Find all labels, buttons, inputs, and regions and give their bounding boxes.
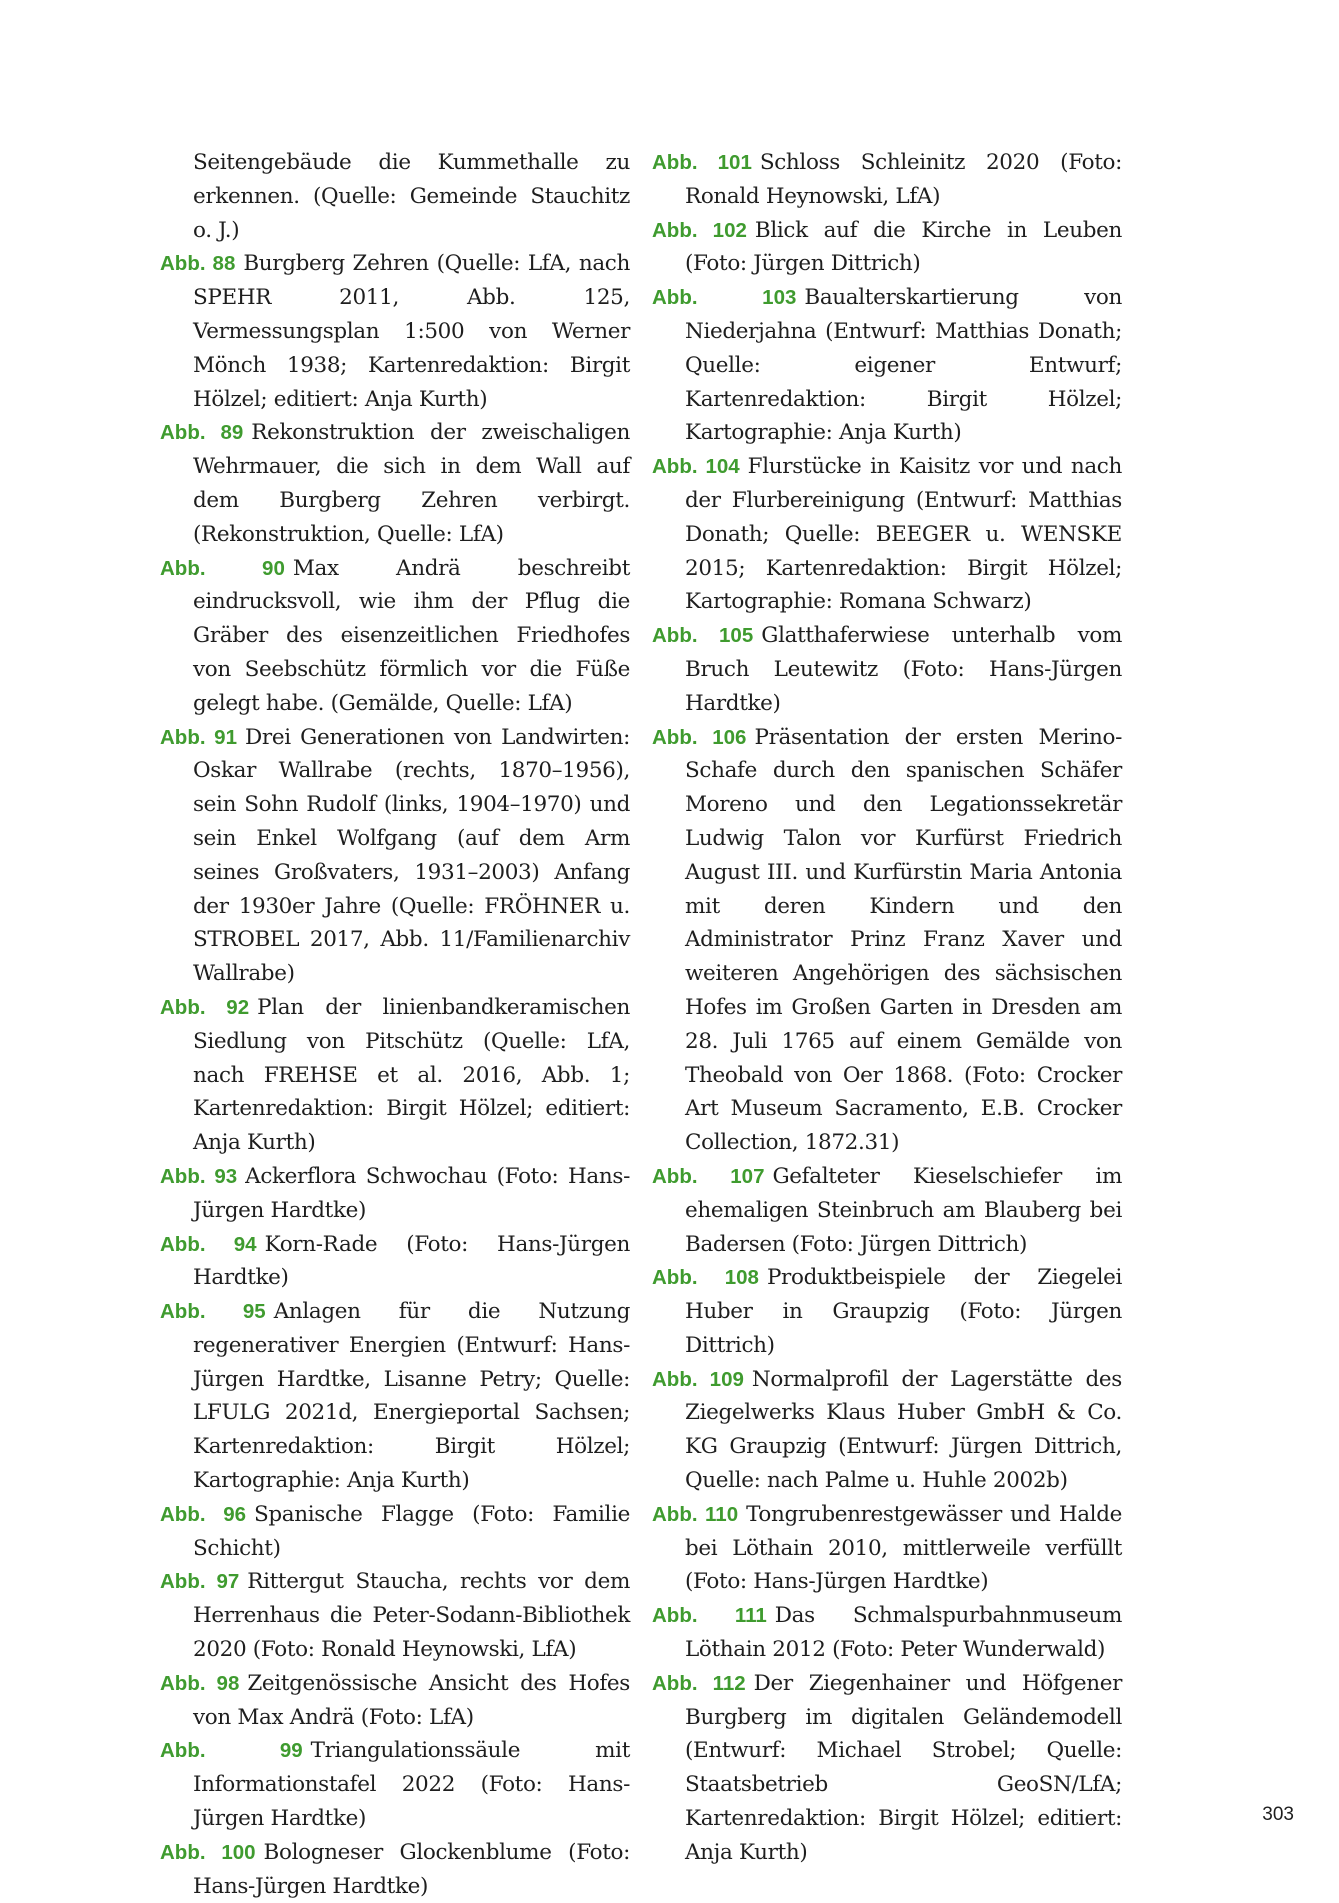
caption-text: Präsentation der ersten Merino-Schafe durch den spanischen Schäfer Moreno und den Legationssekretär Ludwig Talon vor Kurfürst Friedrich August III. und Kurfürstin Maria Antonia mit deren Kindern und den Administrator Prinz Franz Xaver und weiteren Angehörigen des sächsischen Hofes im Großen Garten in Dresden am 28. Juli 1765 auf einem Gemälde von Theobald von Oer 1868. (Foto: Crocker Art Museum Sacramento, E.B. Crocker Collection, 1872.31) [685,724,1122,1156]
caption-text: Rittergut Staucha, rechts vor dem Herrenhaus die Peter-Sodann-Bibliothek 2020 (Foto: Ronald Heynowski, LfA) [193,1569,630,1663]
figure-label: Abb. 110 [652,1502,739,1526]
figure-label: Abb. 92 [160,995,250,1019]
caption-entry [652,281,1122,450]
caption-entry [652,1667,1122,1870]
figure-label: Abb. 95 [160,1300,266,1324]
caption-text: Produktbeispiele der Ziegelei Huber in Graupzig (Foto: Jürgen Dittrich) [685,1265,1123,1358]
figure-label: Abb. 111 [652,1604,767,1628]
caption-entry [652,1261,1122,1362]
figure-label: Abb. 106 [652,725,747,749]
right-column [652,146,1122,1870]
caption-text: Zeitgenössische Ansicht des Hofes von Max Andrä (Foto: LfA) [193,1670,630,1730]
figure-label: Abb. 107 [652,1164,765,1188]
caption-text: Gefalteter Kieselschiefer im ehemaligen Steinbruch am Blauberg bei Badersen (Foto: Jürgen Dittrich) [685,1163,1122,1257]
figure-label: Abb. 91 [160,725,237,749]
figure-label: Abb. 109 [652,1367,744,1391]
caption-continuation: Seitengebäude die Kummethalle zu erkennen. (Quelle: Gemeinde Stauchitz o. J.) [193,150,630,243]
figure-label: Abb. 96 [160,1502,246,1526]
caption-entry [652,619,1122,720]
page-number: 303 [1262,1804,1294,1825]
caption-entry [160,721,630,991]
caption-text: Blick auf die Kirche in Leuben (Foto: Jürgen Dittrich) [685,217,1122,277]
caption-entry [652,1363,1122,1498]
figure-label: Abb. 88 [160,252,236,276]
caption-entry [160,247,630,416]
figure-label: Abb. 102 [652,218,747,242]
caption-text: Flurstücke in Kaisitz vor und nach der Flurbereinigung (Entwurf: Matthias Donath; Quelle: BEEGER u. WENSKE 2015; Kartenredaktion: Birgit Hölzel; Kartographie: Romana Schwarz) [685,454,1122,615]
caption-text: Korn-Rade (Foto: Hans-Jürgen Hardtke) [193,1231,630,1291]
caption-text: Spanische Flagge (Foto: Familie Schicht) [193,1501,630,1561]
caption-entry [160,416,630,551]
caption-text: Bologneser Glockenblume (Foto: Hans-Jürgen Hardtke) [193,1839,630,1899]
caption-entry [160,1160,630,1228]
caption-entry [160,1836,630,1903]
caption-entry [160,1667,630,1735]
figure-label: Abb. 105 [652,624,754,648]
left-column [160,146,630,1903]
figure-label: Abb. 103 [652,286,797,310]
caption-text: Drei Generationen von Landwirten: Oskar Wallrabe (rechts, 1870–1956), sein Sohn Rudolf (links, 1904–1970) und sein Enkel Wolfgang (auf dem Arm seines Großvaters, 1931–2003) Anfang der 1930er Jahre (Quelle: FRÖHNER u. STROBEL 2017, Abb. 11/Familienarchiv Wallrabe) [193,724,631,987]
figure-label: Abb. 99 [160,1739,303,1763]
caption-text: Burgberg Zehren (Quelle: LfA, nach SPEHR 2011, Abb. 125, Vermessungsplan 1:500 von Werner Mönch 1938; Kartenredaktion: Birgit Hölzel; editiert: Anja Kurth) [193,251,630,412]
figure-label: Abb. 89 [160,421,244,445]
figure-label: Abb. 100 [160,1840,256,1864]
figure-label: Abb. 90 [160,556,285,580]
caption-entry [160,1565,630,1666]
caption-text: Max Andrä beschreibt eindrucksvoll, wie ihm der Pflug die Gräber des eisenzeitlichen Friedhofes von Seebschütz förmlich vor die Füße gelegt habe. (Gemälde, Quelle: LfA) [193,555,630,716]
caption-entry [652,1498,1122,1599]
figure-label: Abb. 93 [160,1164,238,1188]
caption-text: Ackerflora Schwochau (Foto: Hans-Jürgen Hardtke) [193,1163,630,1223]
caption-text: Rekonstruktion der zweischaligen Wehrmauer, die sich in dem Wall auf dem Burgberg Zehren verbirgt. (Rekonstruktion, Quelle: LfA) [193,420,630,547]
caption-text: Baualterskartierung von Niederjahna (Entwurf: Matthias Donath; Quelle: eigener Entwurf; Kartenredaktion: Birgit Hölzel; Kartographie: Anja Kurth) [685,285,1122,446]
figure-label: Abb. 108 [652,1266,759,1290]
caption-text: Der Ziegenhainer und Höfgener Burgberg im digitalen Geländemodell (Entwurf: Michael Strobel; Quelle: Staatsbetrieb GeoSN/LfA; Kartenredaktion: Birgit Hölzel; editiert: Anja Kurth) [685,1670,1123,1865]
caption-text: Das Schmalspurbahnmuseum Löthain 2012 (Foto: Peter Wunderwald) [685,1603,1122,1663]
caption-entry [160,1498,630,1566]
caption-text: Normalprofil der Lagerstätte des Ziegelwerks Klaus Huber GmbH & Co. KG Graupzig (Entwurf: Jürgen Dittrich, Quelle: nach Palme u. Huhle 2002b) [685,1366,1122,1494]
caption-entry [652,146,1122,214]
caption-entry [160,552,630,721]
figure-label: Abb. 101 [652,151,752,174]
figure-label: Abb. 104 [652,455,740,479]
caption-entry [160,1734,630,1835]
caption-entry [160,991,630,1160]
caption-text: Triangulationssäule mit Informationstafel 2022 (Foto: Hans-Jürgen Hardtke) [193,1738,630,1832]
figure-label: Abb. 98 [160,1671,240,1695]
caption-entry [652,1599,1122,1667]
caption-entry [652,1160,1122,1261]
caption-text: Schloss Schleinitz 2020 (Foto: Ronald Heynowski, LfA) [685,150,1122,209]
caption-entry [652,214,1122,282]
figure-label: Abb. 112 [652,1671,746,1695]
caption-entry [160,1295,630,1498]
caption-text: Tongrubenrestgewässer und Halde bei Löthain 2010, mittlerweile verfüllt (Foto: Hans-Jürgen Hardtke) [685,1501,1122,1595]
caption-entry [160,1228,630,1296]
caption-entry [652,721,1122,1160]
figure-label: Abb. 94 [160,1232,257,1256]
caption-entry [652,450,1122,619]
caption-text: Plan der linienbandkeramischen Siedlung von Pitschütz (Quelle: LfA, nach FREHSE et al. 2016, Abb. 1; Kartenredaktion: Birgit Hölzel; editiert: Anja Kurth) [193,994,631,1156]
figure-label: Abb. 97 [160,1570,240,1594]
caption-text: Anlagen für die Nutzung regenerativer Energien (Entwurf: Hans-Jürgen Hardtke, Lisanne Petry; Quelle: LFULG 2021d, Energieportal Sachsen; Kartenredaktion: Birgit Hölzel; Kartographie: Anja Kurth) [193,1299,630,1494]
caption-text: Glatthaferwiese unterhalb vom Bruch Leutewitz (Foto: Hans-Jürgen Hardtke) [685,623,1123,716]
